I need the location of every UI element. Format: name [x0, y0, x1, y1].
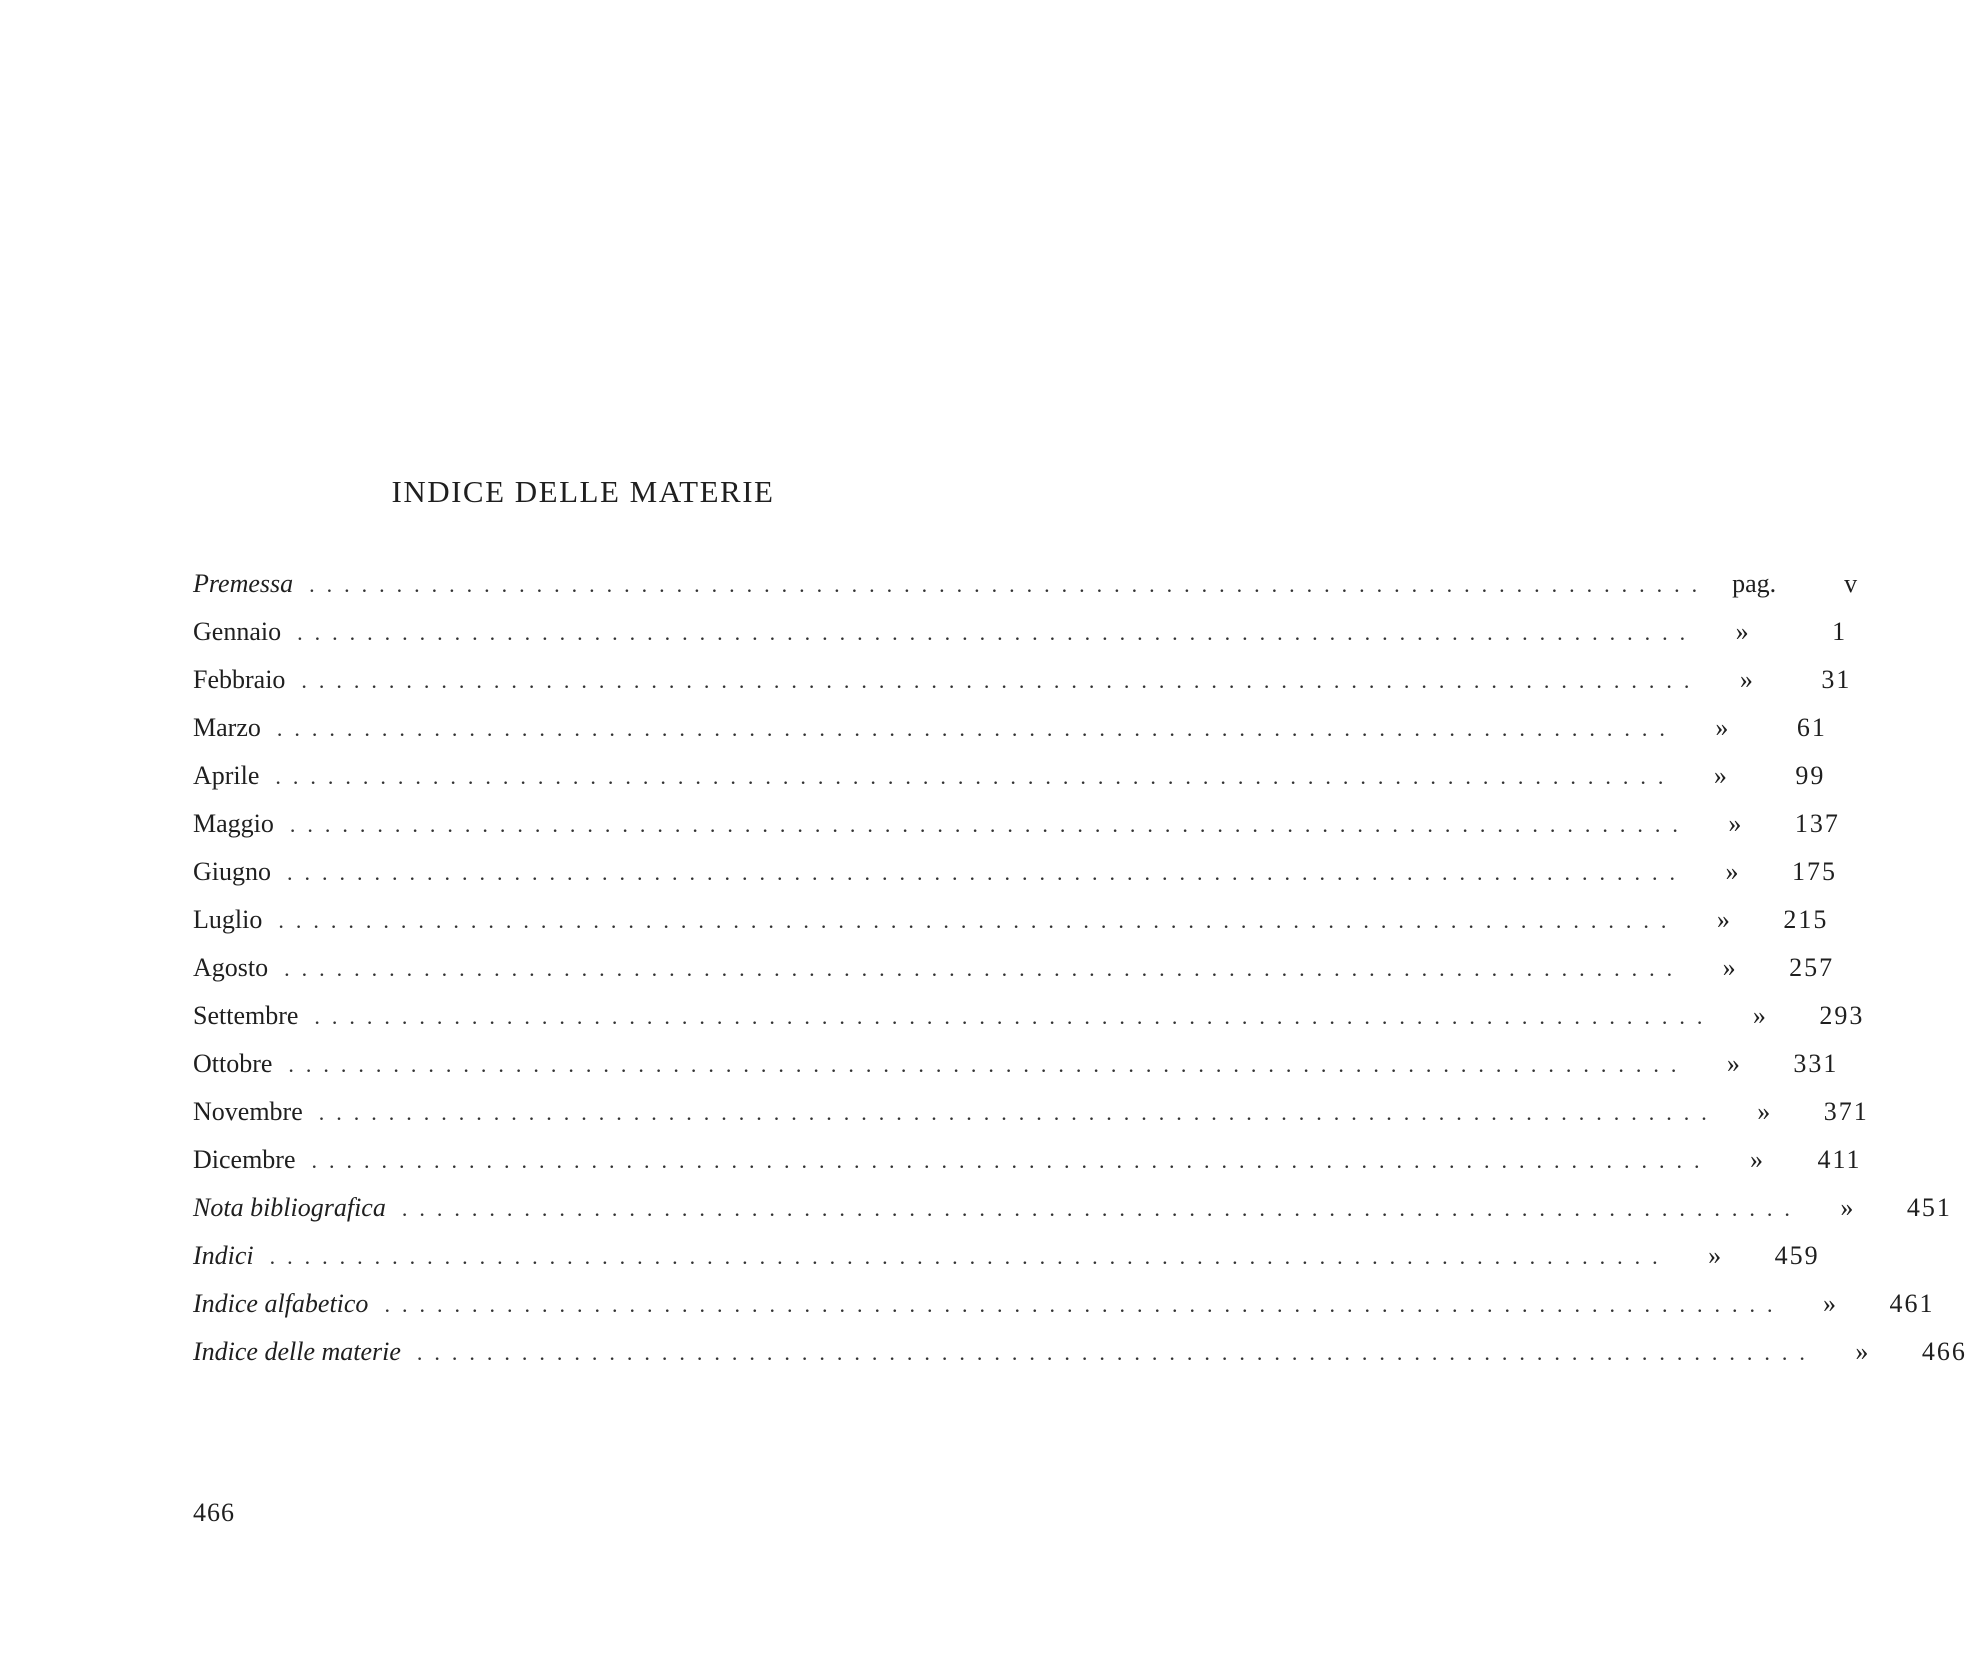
toc-entry-marker: » [1739, 665, 1753, 694]
toc-entry-marker: » [1722, 953, 1736, 982]
toc-entry-label: Marzo [193, 713, 261, 742]
toc-entry [193, 560, 1860, 608]
toc-entry [193, 608, 1848, 656]
dot-leader: ................................................................................ [269, 1244, 1670, 1269]
toc-entry-label: Indici [193, 1241, 254, 1270]
toc-entry-marker: pag. [1732, 569, 1777, 598]
dot-leader: ................................................................................ [275, 764, 1676, 789]
table-of-contents [193, 560, 1967, 1376]
toc-entry-label: Luglio [193, 905, 263, 934]
toc-entry [193, 1088, 1869, 1136]
toc-entry-marker: » [1757, 1097, 1771, 1126]
toc-entry-marker: » [1822, 1289, 1836, 1318]
toc-entry [193, 1328, 1967, 1376]
toc-entry-label: Dicembre [193, 1145, 296, 1174]
toc-entry-marker: » [1840, 1193, 1854, 1222]
toc-entry [193, 800, 1840, 848]
toc-entry-marker: » [1750, 1145, 1764, 1174]
page-number: 466 [193, 1498, 235, 1527]
dot-leader: ................................................................................ [401, 1196, 1802, 1221]
toc-entry-page: 331 [1793, 1049, 1839, 1078]
dot-leader: ................................................................................ [278, 908, 1679, 933]
toc-entry-label: Gennaio [193, 617, 282, 646]
toc-entry-marker: » [1715, 713, 1729, 742]
toc-entry-marker: » [1726, 1049, 1740, 1078]
toc-entry-marker: » [1725, 857, 1739, 886]
dot-leader: ................................................................................ [318, 1100, 1719, 1125]
dot-leader: ................................................................................ [287, 860, 1687, 885]
toc-entry-marker: » [1855, 1337, 1869, 1366]
toc-entry [193, 752, 1826, 800]
toc-entry-page: 411 [1817, 1145, 1862, 1174]
toc-entry-page: 371 [1823, 1097, 1869, 1126]
toc-entry-label: Indice alfabetico [193, 1289, 369, 1318]
toc-entry-page: 99 [1795, 761, 1826, 790]
toc-entry-label: Premessa [193, 569, 294, 598]
toc-entry [193, 1136, 1862, 1184]
toc-entry-label: Agosto [193, 953, 269, 982]
dot-leader: ................................................................................ [288, 1052, 1689, 1077]
toc-entry-marker: » [1713, 761, 1727, 790]
toc-entry-page: 461 [1889, 1289, 1935, 1318]
dot-leader: ................................................................................ [276, 716, 1677, 741]
toc-entry-label: Nota bibliografica [193, 1193, 386, 1222]
toc-entry [193, 944, 1835, 992]
toc-entry-label: Maggio [193, 809, 274, 838]
toc-entry-page: 137 [1794, 809, 1840, 838]
toc-entry-page: 459 [1774, 1241, 1820, 1270]
toc-entry-page: 1 [1832, 617, 1848, 646]
toc-entry-page: 466 [1921, 1337, 1967, 1366]
dot-leader: ................................................................................ [297, 620, 1698, 645]
toc-entry [193, 1280, 1935, 1328]
toc-entry-label: Novembre [193, 1097, 303, 1126]
dot-leader: ................................................................................ [284, 956, 1685, 981]
toc-entry-page: 61 [1796, 713, 1827, 742]
toc-entry-label: Giugno [193, 857, 271, 886]
toc-entry-page: 175 [1792, 857, 1837, 886]
toc-entry-marker: » [1728, 809, 1742, 838]
toc-entry [193, 1232, 1820, 1280]
toc-entry-label: Indice delle materie [193, 1337, 401, 1366]
toc-entry [193, 992, 1865, 1040]
dot-leader: ................................................................................ [301, 668, 1702, 693]
toc-entry-page: v [1844, 569, 1860, 598]
toc-entry-page: 31 [1821, 665, 1852, 694]
dot-leader: ................................................................................ [416, 1340, 1817, 1365]
toc-entry [193, 704, 1827, 752]
toc-entry [193, 848, 1837, 896]
dot-leader: ................................................................................ [314, 1004, 1715, 1029]
toc-entry-page: 451 [1906, 1193, 1952, 1222]
toc-entry-page: 293 [1819, 1001, 1865, 1030]
toc-entry-label: Aprile [193, 761, 260, 790]
dot-leader: ................................................................................ [289, 812, 1690, 837]
toc-entry-marker: » [1716, 905, 1730, 934]
toc-entry-marker: » [1708, 1241, 1722, 1270]
toc-entry-label: Febbraio [193, 665, 286, 694]
toc-entry-label: Ottobre [193, 1049, 273, 1078]
dot-leader: ................................................................................ [311, 1148, 1712, 1173]
toc-entry-marker: » [1752, 1001, 1766, 1030]
toc-entry [193, 896, 1829, 944]
dot-leader: ................................................................................ [384, 1292, 1785, 1317]
toc-entry [193, 656, 1852, 704]
toc-entry-page: 215 [1783, 905, 1829, 934]
toc-entry-page: 257 [1789, 953, 1835, 982]
toc-entry-marker: » [1735, 617, 1749, 646]
page-title: INDICE DELLE MATERIE [391, 474, 775, 509]
toc-entry [193, 1184, 1952, 1232]
toc-entry-label: Settembre [193, 1001, 299, 1030]
dot-leader: ................................................................................ [309, 572, 1710, 597]
toc-entry [193, 1040, 1839, 1088]
